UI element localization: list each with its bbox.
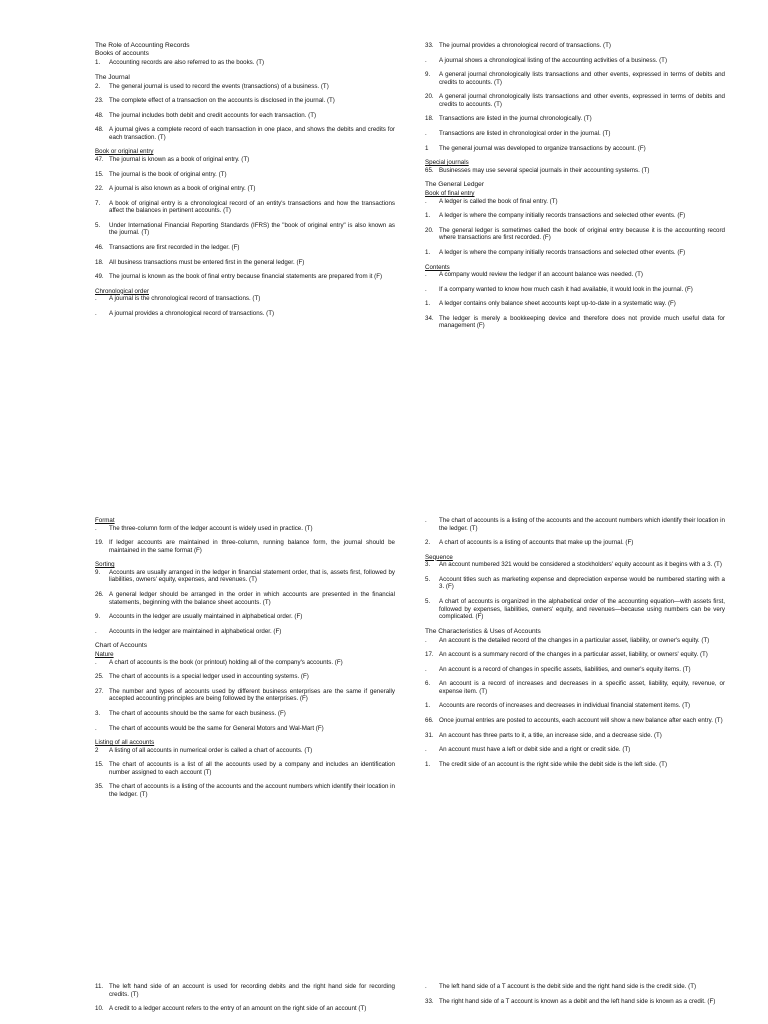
question-number: . xyxy=(425,665,427,673)
question-text: The journal is the book of original entry. (T) xyxy=(109,170,227,178)
question-item xyxy=(95,200,395,215)
subheading: Special journals xyxy=(425,159,469,167)
question-text: The journal is known as the book of final entry because financial statements are prepared from it (F) xyxy=(109,273,383,281)
question-text: An account is the detailed record of the changes in a particular asset, liability, or owner's equity. (T) xyxy=(439,636,710,644)
question-number: 5. xyxy=(425,597,431,605)
question-text: The general journal is used to record the events (transactions) of a business. (T) xyxy=(109,82,329,90)
question-number: 5. xyxy=(425,575,431,583)
question-text: The chart of accounts would be the same for General Motors and Wal-Mart (F) xyxy=(109,724,324,732)
question-item xyxy=(95,688,395,703)
question-item xyxy=(95,628,395,636)
question-item xyxy=(95,244,395,252)
question-item xyxy=(425,998,725,1006)
question-item xyxy=(95,295,395,303)
question-number: . xyxy=(95,724,97,732)
question-item xyxy=(425,761,725,769)
question-text: Account titles such as marketing expense and depreciation expense would be numbered starting with a 3. (F) xyxy=(439,575,725,591)
question-item xyxy=(95,983,395,998)
question-number: . xyxy=(95,658,97,666)
question-number: . xyxy=(425,129,427,137)
question-item xyxy=(425,702,725,710)
text-block-5 xyxy=(95,983,395,1020)
question-item xyxy=(95,126,395,141)
subheading: Contents xyxy=(425,263,450,271)
question-number: 3. xyxy=(425,561,431,569)
question-item xyxy=(425,42,725,50)
question-number: . xyxy=(95,309,97,317)
question-item xyxy=(95,659,395,667)
question-item xyxy=(425,167,725,175)
question-number: 5. xyxy=(95,221,101,229)
question-text: The chart of accounts is a list of all the accounts used by a company and includes an identification number assigned to each account (T) xyxy=(109,761,395,776)
question-item xyxy=(425,746,725,754)
question-item xyxy=(95,1005,395,1013)
question-item xyxy=(425,249,725,257)
question-text: The left hand side of an account is used for recording debits and the right hand side for recording credits. (T) xyxy=(109,983,395,998)
question-text: The chart of accounts should be the same for each business. (F) xyxy=(109,710,286,718)
question-number: 31. xyxy=(425,731,434,739)
question-number: 33. xyxy=(425,997,434,1005)
question-number: 65. xyxy=(425,166,434,174)
question-item xyxy=(425,212,725,220)
question-item xyxy=(425,315,725,330)
question-item xyxy=(425,198,725,206)
question-item xyxy=(425,598,725,621)
question-number: 1. xyxy=(425,760,431,768)
subheading: Listing of all accounts xyxy=(95,739,155,747)
question-item xyxy=(95,710,395,718)
question-number: 26. xyxy=(95,590,104,598)
question-item xyxy=(95,156,395,164)
question-item xyxy=(95,185,395,193)
section-heading: The Journal xyxy=(95,73,130,81)
question-text: Transactions are listed in the journal chronologically. (T) xyxy=(439,115,592,123)
question-number: 9. xyxy=(95,568,101,576)
question-text: The chart of accounts is a listing of the accounts and the account numbers which identify their location in the ledger. (T) xyxy=(439,517,725,532)
question-text: A journal provides a chronological record of transactions. (T) xyxy=(109,309,275,317)
question-item xyxy=(425,130,725,138)
question-number: 2 xyxy=(95,746,99,754)
question-text: A journal gives a complete record of each transaction in one place, and shows the debits and credits for each transaction. (T) xyxy=(109,126,395,141)
question-text: An account is a record of changes in specific assets, liabilities, and owner's equity items. (T) xyxy=(439,665,691,673)
subheading: Sorting xyxy=(95,561,115,569)
question-text: Businesses may use several special journals in their accounting systems. (T) xyxy=(439,166,650,174)
section-heading: Chart of Accounts xyxy=(95,642,148,650)
question-item xyxy=(425,286,725,294)
question-number: 48. xyxy=(95,111,104,119)
question-item xyxy=(95,310,395,318)
question-item xyxy=(425,227,725,242)
question-item xyxy=(95,525,395,533)
question-number: 11. xyxy=(95,983,104,990)
question-item xyxy=(425,71,725,86)
question-text: All business transactions must be entered first in the general ledger. (F) xyxy=(109,258,305,266)
question-text: A journal shows a chronological listing of the accounting activities of a business. (T) xyxy=(439,56,668,64)
question-text: A credit to a ledger account refers to the entry of an amount on the right side of an account (T) xyxy=(109,1005,367,1013)
question-item xyxy=(95,273,395,281)
question-text: The general journal was developed to organize transactions by account. (F) xyxy=(439,144,646,152)
question-item xyxy=(95,783,395,798)
question-number: 2. xyxy=(425,539,431,547)
question-number: 33. xyxy=(425,42,434,49)
question-number: 48. xyxy=(95,126,104,134)
question-text: The complete effect of a transaction on the accounts is disclosed in the journal. (T) xyxy=(109,97,335,105)
question-number: 1. xyxy=(425,702,431,710)
question-item xyxy=(425,666,725,674)
question-item xyxy=(95,259,395,267)
question-text: Transactions are first recorded in the ledger. (F) xyxy=(109,243,240,251)
question-item xyxy=(95,83,395,91)
question-number: 1 xyxy=(425,144,429,152)
question-item xyxy=(95,673,395,681)
question-number: 18. xyxy=(95,258,104,266)
question-item xyxy=(425,576,725,591)
question-number: 20. xyxy=(425,226,434,234)
question-text: A journal is the chronological record of transactions. (T) xyxy=(109,295,261,303)
question-number: . xyxy=(95,295,97,303)
question-number: . xyxy=(95,524,97,532)
question-item xyxy=(95,97,395,105)
question-text: Once journal entries are posted to accounts, each account will show a new balance after each entry. (T) xyxy=(439,717,723,725)
question-number: . xyxy=(425,983,427,990)
question-text: The credit side of an account is the right side while the debit side is the left side. (T) xyxy=(439,760,668,768)
subheading: Book of final entry xyxy=(425,190,475,198)
question-item xyxy=(95,222,395,237)
question-text: An account is a record of increases and decreases in a specific asset, liability, equity, revenue, or expense item. (T) xyxy=(439,680,725,695)
question-number: 19. xyxy=(95,539,104,547)
question-text: If a company wanted to know how much cash it had available, it would look in the journal. (F) xyxy=(439,285,693,293)
question-text: A listing of all accounts in numerical order is called a chart of accounts. (T) xyxy=(109,746,313,754)
question-text: A chart of accounts is a listing of accounts that make up the journal. (F) xyxy=(439,539,634,547)
question-number: . xyxy=(425,56,427,64)
question-text: The three-column form of the ledger account is widely used in practice. (T) xyxy=(109,524,313,532)
question-number: 1. xyxy=(425,300,431,308)
question-item xyxy=(425,517,725,532)
subheading: Format xyxy=(95,517,115,524)
question-text: Accounts are usually arranged in the ledger in financial statement order, that is, assets first, followed by liabilities, owners' equity, expenses, and revenues. (T) xyxy=(109,568,395,584)
question-number: 17. xyxy=(425,651,434,659)
question-text: An account numbered 321 would be considered a stockholders' equity account as it begins with a 3. (T) xyxy=(439,561,722,569)
section-heading: The General Ledger xyxy=(425,181,485,189)
question-item xyxy=(425,115,725,123)
question-number: 3. xyxy=(95,710,101,718)
question-number: 2. xyxy=(95,82,101,90)
question-text: A book of original entry is a chronological record of an entity's transactions and how the transactions affect the balances in pertinent accounts. (T) xyxy=(109,199,395,215)
question-text: A ledger is where the company initially records transactions and selected other events. (F) xyxy=(439,249,686,257)
question-item xyxy=(95,569,395,584)
question-number: . xyxy=(425,746,427,754)
question-item xyxy=(425,57,725,65)
question-number: 27. xyxy=(95,687,104,695)
question-number: . xyxy=(425,197,427,205)
text-block-2 xyxy=(425,42,725,337)
question-text: Accounts in the ledger are maintained in alphabetical order. (F) xyxy=(109,627,282,635)
question-text: A chart of accounts is organized in the alphabetical order of the accounting equation—with assets first, followed by expenses, liabilities, owners' equity, and revenues—because using numbers can be very complicated. (F) xyxy=(439,597,725,621)
question-number: 1. xyxy=(95,59,101,67)
question-item xyxy=(95,539,395,554)
question-number: 6. xyxy=(425,680,431,688)
question-text: The left hand side of a T account is the debit side and the right hand side is the credit side. (T) xyxy=(439,983,697,990)
question-text: The ledger is merely a bookkeeping device and therefore does not provide much useful data for management (F) xyxy=(439,314,725,330)
question-text: Under International Financial Reporting Standards (IFRS) the "book of original entry" is also known as the journal. (T) xyxy=(109,221,395,237)
question-number: 25. xyxy=(95,673,104,681)
question-number: 1. xyxy=(425,212,431,220)
question-number: 23. xyxy=(95,97,104,105)
question-text: The general ledger is sometimes called the book of original entry because it is the accounting record where transactions are first recorded. (F) xyxy=(439,226,725,242)
question-text: Transactions are listed in chronological order in the journal. (T) xyxy=(439,129,611,137)
question-item xyxy=(425,271,725,279)
question-number: . xyxy=(425,285,427,293)
question-number: 15. xyxy=(95,761,104,769)
section-heading: The Characteristics & Uses of Accounts xyxy=(425,627,541,635)
question-number: 34. xyxy=(425,314,434,322)
question-item xyxy=(95,613,395,621)
question-item xyxy=(425,983,725,991)
question-text: The journal provides a chronological record of transactions. (T) xyxy=(439,42,611,49)
question-item xyxy=(425,561,725,569)
question-number: . xyxy=(425,271,427,279)
question-item xyxy=(95,59,395,67)
question-number: 22. xyxy=(95,185,104,193)
question-text: A company would review the ledger if an account balance was needed. (T) xyxy=(439,271,643,279)
question-text: The right hand side of a T account is known as a debit and the left hand side is known as a credit. (F) xyxy=(439,997,716,1005)
question-text: A ledger is called the book of final entry. (T) xyxy=(439,197,558,205)
question-text: Accounting records are also referred to as the books. (T) xyxy=(109,59,265,67)
subheading: Sequence xyxy=(425,553,453,561)
question-number: . xyxy=(95,627,97,635)
text-block-6 xyxy=(425,983,725,1012)
question-number: 1. xyxy=(425,249,431,257)
question-item xyxy=(425,93,725,108)
question-text: The chart of accounts is a special ledger used in accounting systems. (F) xyxy=(109,673,309,681)
question-text: A general journal chronologically lists transactions and other events, expressed in terms of debits and credits to accounts. (T) xyxy=(439,93,725,108)
question-text: If ledger accounts are maintained in three-column, running balance form, the journal should be maintained in the same format (F) xyxy=(109,539,395,554)
question-text: The journal includes both debit and credit accounts for each transaction. (T) xyxy=(109,111,317,119)
section-heading: The Role of Accounting Records Books of accounts xyxy=(95,42,190,58)
question-text: An account is a summary record of the changes in a particular asset, liability, or owners' equity. (T) xyxy=(439,651,708,659)
question-number: 15. xyxy=(95,170,104,178)
question-item xyxy=(425,145,725,153)
question-number: 7. xyxy=(95,199,101,207)
question-item xyxy=(425,637,725,645)
question-number: 9. xyxy=(425,71,431,79)
question-item xyxy=(425,680,725,695)
question-item xyxy=(425,732,725,740)
text-block-3 xyxy=(95,517,395,806)
question-text: A general ledger should be arranged in the order in which accounts are presented in the financial statements, beginning with the balance sheet accounts. (T) xyxy=(109,590,395,606)
question-text: A ledger is where the company initially records transactions and selected other events. (F) xyxy=(439,212,686,220)
question-text: A ledger contains only balance sheet accounts kept up-to-date in a systematic way. (F) xyxy=(439,300,676,308)
question-number: 47. xyxy=(95,156,104,164)
question-text: An account has three parts to it, a title, an increase side, and a decrease side. (T) xyxy=(439,731,662,739)
question-item xyxy=(95,747,395,755)
question-item xyxy=(425,717,725,725)
question-item xyxy=(95,112,395,120)
question-number: 18. xyxy=(425,115,434,123)
question-text: The number and types of accounts used by different business enterprises are the same if generally accepted accounting principles are being followed by the enterprises. (F) xyxy=(109,687,395,703)
question-text: A general journal chronologically lists transactions and other events, expressed in terms of debits and credits to accounts. (T) xyxy=(439,71,725,86)
question-item xyxy=(95,591,395,606)
question-text: Accounts in the ledger are usually maintained in alphabetical order. (F) xyxy=(109,613,303,621)
question-item xyxy=(425,300,725,308)
subheading: Book or original entry xyxy=(95,148,154,156)
question-number: 20. xyxy=(425,93,434,101)
question-text: Accounts are records of increases and decreases in individual financial statement items. (T) xyxy=(439,702,691,710)
question-item xyxy=(95,761,395,776)
question-item xyxy=(425,539,725,547)
question-item xyxy=(95,725,395,733)
question-text: A journal is also known as a book of original entry. (T) xyxy=(109,185,256,193)
question-text: The journal is known as a book of original entry. (T) xyxy=(109,156,250,164)
question-text: A chart of accounts is the book (or printout) holding all of the company's accounts. (F) xyxy=(109,658,343,666)
question-number: 46. xyxy=(95,243,104,251)
text-block-4 xyxy=(425,517,725,775)
question-number: 66. xyxy=(425,717,434,725)
subheading: Nature xyxy=(95,651,114,659)
question-number: 9. xyxy=(95,613,101,621)
question-number: . xyxy=(425,517,427,524)
text-block-1 xyxy=(95,42,395,324)
subheading: Chronological order xyxy=(95,287,149,295)
question-item xyxy=(425,651,725,659)
question-number: . xyxy=(425,636,427,644)
question-number: 35. xyxy=(95,783,104,791)
question-number: 49. xyxy=(95,273,104,281)
question-number: 10. xyxy=(95,1005,104,1013)
question-item xyxy=(95,171,395,179)
question-text: An account must have a left or debit side and a right or credit side. (T) xyxy=(439,746,631,754)
question-text: The chart of accounts is a listing of the accounts and the account numbers which identify their location in the ledger. (T) xyxy=(109,783,395,798)
